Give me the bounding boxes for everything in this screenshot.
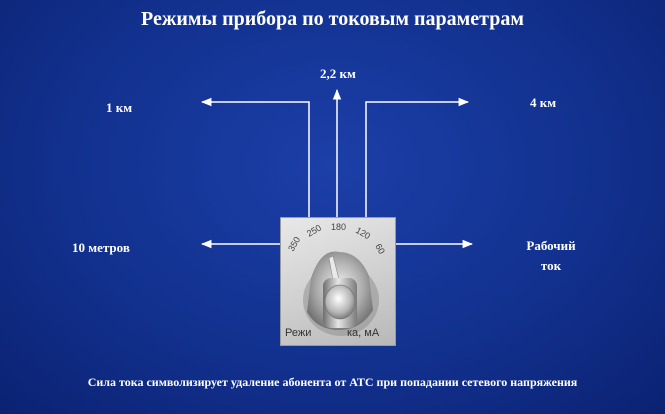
arrow-upper-right — [366, 102, 468, 217]
mode-dial-graphic — [281, 218, 395, 345]
label-mid-right-line2: ток — [540, 258, 562, 273]
label-mid-left: 10 метров — [72, 240, 130, 255]
dial-caption-left: Режи — [285, 327, 312, 339]
scale-120: 120 — [354, 225, 373, 242]
scale-250: 250 — [305, 222, 324, 239]
label-mid-right — [506, 236, 596, 276]
scale-60: 60 — [373, 242, 387, 256]
arrow-upper-left — [202, 102, 309, 217]
scale-350: 350 — [286, 234, 303, 253]
label-upper-left: 1 км — [106, 100, 133, 115]
label-top: 2,2 км — [320, 66, 356, 81]
scale-180: 180 — [331, 222, 347, 232]
bottom-caption: Сила тока символизирует удаление абонента от АТС при попадании сетевого напряжения — [87, 375, 578, 389]
label-upper-right: 4 км — [530, 95, 557, 110]
dial-caption-right: ка, мА — [347, 327, 380, 339]
slide-title: Режимы прибора по токовым параметрам — [141, 8, 524, 30]
knob-cap — [325, 285, 355, 319]
label-mid-right-line1: Рабочий — [526, 238, 576, 253]
mode-dial-photo — [280, 217, 396, 346]
